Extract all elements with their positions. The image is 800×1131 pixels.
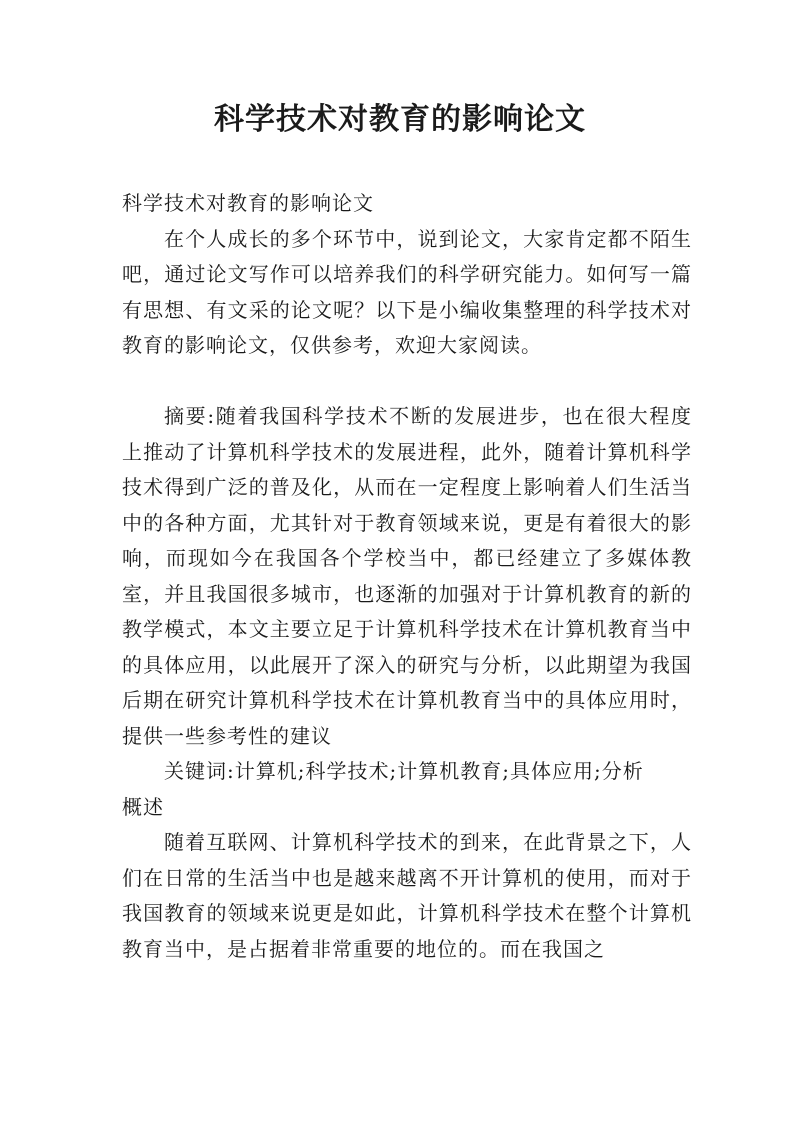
paragraph-spacer [122,364,692,400]
keywords-paragraph: 关键词:计算机;科学技术;计算机教育;具体应用;分析 [164,759,644,783]
document-title: 科学技术对教育的影响论文 [214,102,586,137]
document-subtitle: 科学技术对教育的影响论文 [122,191,374,215]
abstract-paragraph: 摘要:随着我国科学技术不断的发展进步，也在很大程度上推动了计算机科学技术的发展进程，此外，随着计算机科学技术得到广泛的普及化，从而在一定程度上影响着人们生活当中的各种方面，尤其针对于教育领域来说，更是有着很大的影响，而现如今在我国各个学校当中，都已经建立了多媒体教室，并且我国很多城市，也逐渐的加强对于计算机教育的新的教学模式，本文主要立足于计算机科学技术在计算机教育当中的具体应用，以此展开了深入的研究与分析，以此期望为我国后期在研究计算机科学技术在计算机教育当中的具体应用时，提供一些参考性的建议 [122,404,692,748]
body-paragraph: 随着互联网、计算机科学技术的到来，在此背景之下，人们在日常的生活当中也是越来越离不开计算机的使用，而对于我国教育的领域来说更是如此，计算机科学技术在整个计算机教育当中，是占据着非常重要的地位的。而在我国之 [122,830,692,961]
section-heading: 概述 [122,794,164,819]
document-body [122,186,692,967]
intro-paragraph: 在个人成长的多个环节中，说到论文，大家肯定都不陌生吧，通过论文写作可以培养我们的科学研究能力。如何写一篇有思想、有文采的论文呢？以下是小编收集整理的科学技术对教育的影响论文，仅供参考，欢迎大家阅读。 [122,226,692,357]
